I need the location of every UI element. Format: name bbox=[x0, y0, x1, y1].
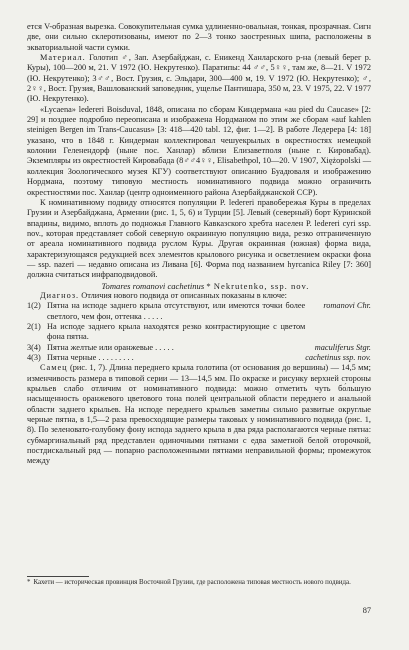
key-number: 3(4) bbox=[27, 342, 41, 352]
key-result bbox=[305, 322, 371, 343]
footnote-text: Кахети — историческая провинция Восточной Грузии, где расположена типовая местность нового подвида. bbox=[33, 579, 351, 586]
identification-key bbox=[27, 301, 371, 363]
key-row bbox=[27, 301, 371, 322]
key-text: Пятна желтые или оранжевые . . . . . bbox=[47, 342, 174, 352]
male-lead: Самец bbox=[40, 363, 68, 373]
male-text: (рис. 1, 7). Длина переднего крыла голотипа (от основания до вершины) — 14,5 мм; изменчивость размера в типовой серии — 13—14,5 мм. По окраске и рисунку верхней стороны крыльев слабо отличим от номинативного подвида: можно отметить чуть бо́льшую насыщенность оранжевого цветового тона полей центральной области переднего и анальной области заднего крыльев. На исподе переднего крыльев заметны сильно развитые округлые черные пятна, в 1,5—2 раза превосходящие размеры таковых у номинативного подвида (рис. 1, 8). По зеленовато-голубому фону испода заднего крыла в два ряда располагаются черные пятна: субмаргинальный ряд представлен одиночными пятнами с едва заметной белой оторочкой, постдискальный ряд — попарно расположенными пятнами неправильной формы; промежуток между bbox=[27, 363, 371, 466]
key-row bbox=[27, 353, 371, 363]
material-lead: Материал. bbox=[40, 53, 86, 63]
key-row bbox=[27, 343, 371, 353]
key-text: На исподе заднего крыла находятся резко контрастирующие с цветом фона пятна. bbox=[47, 321, 306, 342]
subspecies-heading bbox=[27, 281, 371, 291]
page-number: 87 bbox=[362, 606, 371, 615]
key-text: Пятна на исподе заднего крыла отсутствуют, или имеются точки более светлого, чем фон, оттенка . . . . . bbox=[47, 301, 306, 321]
footnote bbox=[27, 579, 371, 587]
paragraph-lederei: «Lycaena» lederеri Boisduval, 1848, описана по сборам Киндермана «au pied du Caucase» [2: 29] и позднее подробно переописана и изображена Нордманом по этим же сборам «auf kahlen steinigen Bergen im Trans-Caucasus» [3: 418—420 tabl. 12, фиг. 1—2]. В работе Ледерера [4: 18] указано, что в 1848 г. Киндерман коллектировал чешуекрылых в окрестностях немецкой колонии Геленендорф (ныне пос. Ханлар) вблизи Елизаветполя (ныне г. Кировабад). Экземпляры из окрестностей Кировабада (8♂♂4♀♀, Elisabethpol, 10—20. V 1907, Xiężopolski — коллекция Зоологического музея КГУ) соответствуют описанию Буадюваля и изображению Нордмана, поэтому типовую местность номинативного подвида можно ограничить окрестностями пос. Ханлар (центр одноименного района Азербайджанской ССР). bbox=[27, 104, 371, 197]
paragraph-male bbox=[27, 363, 371, 466]
key-result: maculiferus Stgr. bbox=[314, 342, 371, 352]
key-number: 1(2) bbox=[27, 301, 41, 311]
heading-taxon: Tomares romanovi cachetinus bbox=[101, 280, 205, 291]
key-text: Пятна черные . . . . . . . . . bbox=[47, 353, 134, 362]
key-result: cachetinus ssp. nov. bbox=[305, 353, 371, 362]
key-result: romanovi Chr. bbox=[323, 301, 371, 311]
paragraph-subspecies: К номинативному подвиду относятся популяции P. lederеri правобережья Куры в пределах Грузии и Азербайджана, Армении (рис. 1, 5, 6) и Турции [5]. Левый (северный) борт Куринской впадины, видимо, вплоть до подножья Главного Кавказского хребта населен P. lederеri cyri ssp. nov., которая представляет собой северную окраинную популяцию вида, резко отграниченную от ареала номинативного подвида руслом Куры. Другая окраинная (южная) форма вида, характеризующаяся редукцией всех элементов крылового рисунка и осветлением окраски фона — ssp. nazeri — недавно описана из Ливана [6]. Форма под названием hyrcanica Riley [7: 360] должна считаться инфраподвидовой. bbox=[27, 197, 371, 280]
heading-author: Nekrutenko, ssp. nov. bbox=[210, 280, 310, 291]
diagnosis-lead: Диагноз. bbox=[40, 290, 80, 300]
heading-footmark: * bbox=[206, 280, 211, 291]
paragraph-description-end: ется V-образная вырезка. Совокупительная сумка удлиненно-овальная, тонкая, прозрачная. Сигн две, они сильно склеротизованы, имеют по 2—3 тонко заостренных шипа, расположены в экваториальной части сумки. bbox=[27, 22, 371, 52]
key-number: 2(1) bbox=[27, 321, 41, 331]
paragraph-material bbox=[27, 53, 371, 105]
main-text bbox=[27, 22, 371, 467]
diagnosis-text: Отличия нового подвида от описанных показаны в ключе: bbox=[79, 290, 287, 300]
paragraph-diagnosis bbox=[27, 291, 371, 301]
key-number: 4(3) bbox=[27, 353, 41, 362]
footnote-mark: * bbox=[27, 579, 31, 586]
key-row bbox=[27, 322, 371, 343]
material-text: Голотип ♂, Зап. Азербайджан, с. Еникенд Ханларского р-на (левый берег р. Куры), 100—200 м, 21. V 1972 (Ю. Некрутенко). Паратипы: 44 ♂♂, 5♀♀, там же, 8—21. V 1972 (Ю. Некрутенко); 3♂♂, Вост. Грузия, с. Эльдари, 300—400 м, 19. V 1972 (Ю. Некрутенко); ♂, 2♀♀, Вост. Грузия, Вашлованский заповедник, ущелье Пантишара, 350 м, 23. V 1975, 22. V 1977 (Ю. Некрутенко). bbox=[27, 53, 371, 104]
footnote-divider bbox=[27, 576, 89, 577]
